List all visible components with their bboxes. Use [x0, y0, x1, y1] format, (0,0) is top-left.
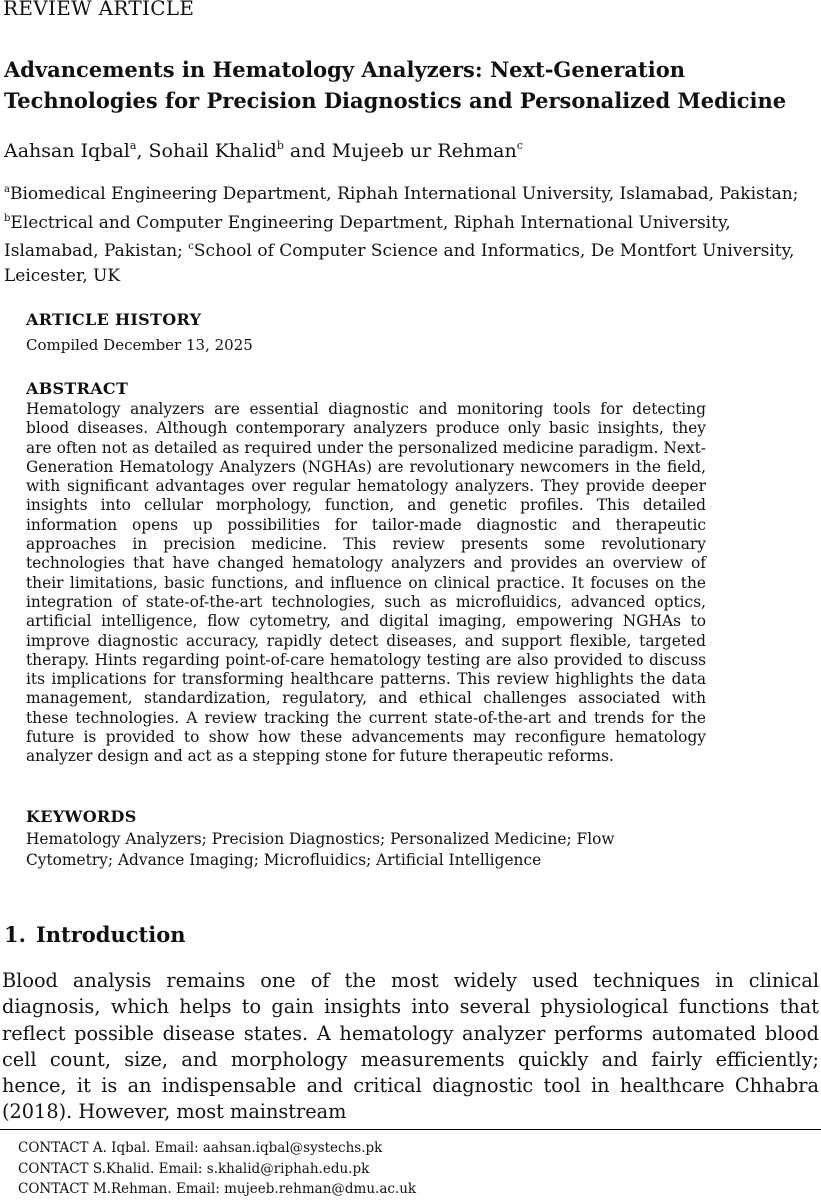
affiliation-mark: a	[4, 184, 10, 195]
author-name: Mujeeb ur Rehman	[331, 140, 517, 162]
keywords-heading: KEYWORDS	[26, 807, 137, 826]
keywords-text: Hematology Analyzers; Precision Diagnostics; Personalized Medicine; Flow Cytometry; Advance Imaging; Microfluidics; Artificial Intelligence	[26, 830, 615, 869]
footnote-divider	[0, 1129, 821, 1130]
abstract-heading: ABSTRACT	[26, 379, 129, 398]
introduction-heading	[4, 922, 186, 947]
author-separator: ,	[136, 140, 149, 162]
contact-footnotes	[18, 1138, 416, 1200]
compiled-date: Compiled December 13, 2025	[26, 336, 253, 354]
contact-line: CONTACT S.Khalid. Email: s.khalid@riphah.edu.pk	[18, 1160, 370, 1177]
article-type-label: REVIEW ARTICLE	[3, 0, 195, 20]
abstract-text: Hematology analyzers are essential diagnostic and monitoring tools for detecting blood diseases. Although contemporary analyzers produce only basic insights, they are often not as detailed as required under the personalized medicine paradigm. Next-Generation Hematology Analyzers (NGHAs) are revolutionary newcomers in the field, with significant advantages over regular hematology analyzers. They provide deeper insights into cellular morphology, function, and genetic profiles. This detailed information opens up possibilities for tailor-made diagnostic and therapeutic approaches in precision medicine. This review presents some revolutionary technologies that have changed hematology analyzers and provides an overview of their limitations, basic functions, and influence on clinical practice. It focuses on the integration of state-of-the-art technologies, such as microfluidics, advanced optics, artificial intelligence, flow cytometry, and digital imaging, empowering NGHAs to improve diagnostic accuracy, rapidly detect diseases, and support flexible, targeted therapy. Hints regarding point-of-care hematology testing are also provided to discuss its implications for transforming healthcare patterns. This review highlights the data management, standardization, regulatory, and ethical challenges associated with these technologies. A review tracking the current state-of-the-art and trends for the future is provided to show how these advancements may reconfigure hematology analyzer design and act as a stepping stone for future therapeutic reforms.	[26, 400, 706, 766]
affiliation-text: Biomedical Engineering Department, Riphah International University, Islamabad, Pakistan;	[9, 184, 799, 204]
author-affiliation-mark: a	[129, 139, 137, 152]
author-name: Aahsan Iqbal	[4, 140, 130, 162]
affiliation-mark: b	[4, 212, 11, 224]
affiliation-mark: c	[188, 241, 194, 252]
author-list	[4, 139, 523, 162]
author-name: Sohail Khalid	[148, 140, 277, 162]
section-title: Introduction	[35, 922, 186, 947]
contact-line: CONTACT M.Rehman. Email: mujeeb.rehman@dmu.ac.uk	[18, 1181, 417, 1197]
contact-line: CONTACT A. Iqbal. Email: aahsan.iqbal@systechs.pk	[18, 1140, 383, 1156]
affiliation-text: School of Computer Science and Informatics, De Montfort University, Leicester, UK	[4, 241, 795, 286]
author-affiliation-mark: c	[516, 139, 523, 152]
author-separator: and	[283, 140, 332, 162]
section-number: 1.	[4, 922, 26, 947]
article-history-heading: ARTICLE HISTORY	[26, 310, 202, 329]
affiliation-text: Electrical and Computer Engineering Department, Riphah International University, Islamabad, Pakistan;	[4, 212, 731, 261]
author-affiliation-mark: b	[276, 139, 284, 152]
introduction-text: Blood analysis remains one of the most widely used techniques in clinical diagnosis, which helps to gain insights into several physiological functions that reflect possible disease states. A hematology analyzer performs automated blood cell count, size, and morphology measurements quickly and fairly efficiently; hence, it is an indispensable and critical diagnostic tool in healthcare Chhabra (2018). However, most mainstream	[2, 969, 819, 1124]
affiliations	[4, 178, 819, 288]
paper-title: Advancements in Hematology Analyzers: Next-Generation Technologies for Precision Diagnostics and Personalized Medicine	[4, 57, 787, 113]
